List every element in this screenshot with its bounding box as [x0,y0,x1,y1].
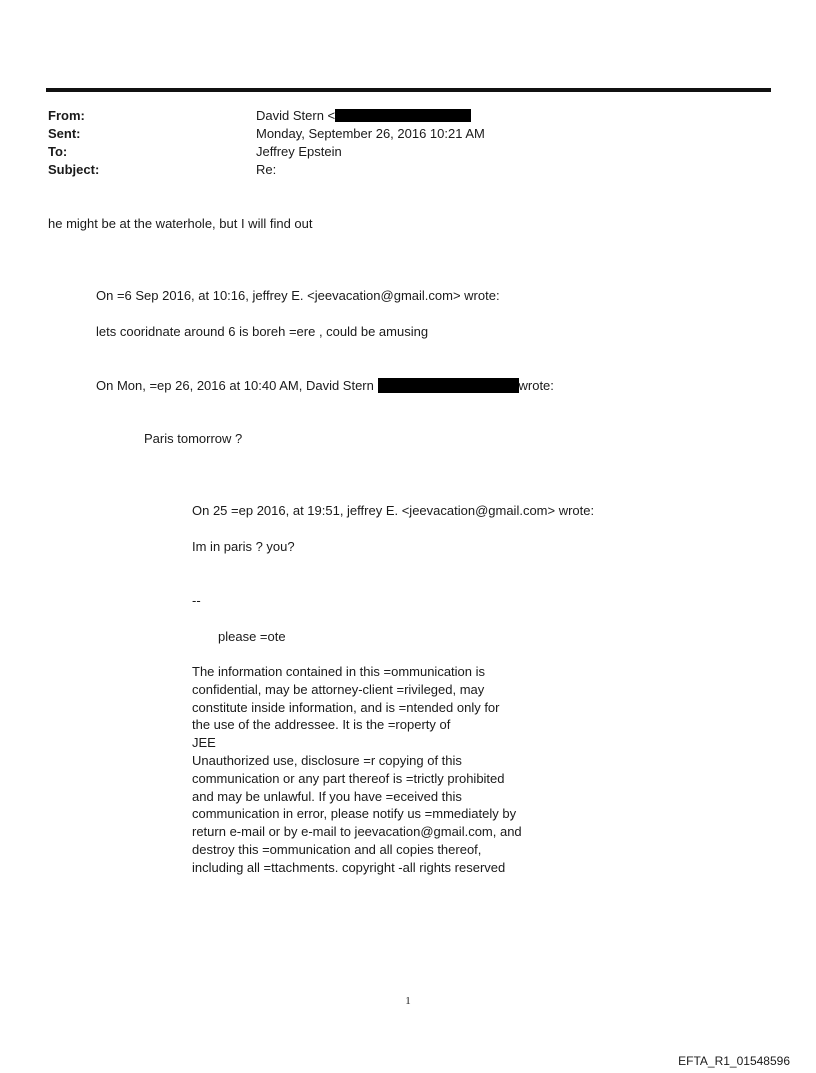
reply-text: he might be at the waterhole, but I will find out [48,216,313,231]
quote2-header-end: wrote: [518,378,554,393]
disclaimer-line: destroy this =ommunication and all copies thereof, [192,841,482,857]
to-row [48,143,748,161]
quote1-header: On =6 Sep 2016, at 10:16, jeffrey E. <jeevacation@gmail.com> wrote: [96,288,500,303]
disclaimer-line: return e-mail or by e-mail to jeevacation@gmail.com, and [192,824,522,840]
quote2-header [96,377,554,395]
disclaimer-line: Unauthorized use, disclosure =r copying of this [192,752,462,768]
quote3-header: On 25 =ep 2016, at 19:51, jeffrey E. <jeevacation@gmail.com> wrote: [192,503,595,518]
from-value [256,107,471,125]
to-label: To: [48,144,68,159]
disclaimer-line: including all =ttachments. copyright -all rights reserved [192,859,506,875]
quote2-header-start: On Mon, =ep 26, 2016 at 10:40 AM, David Stern [96,378,374,393]
bates-number: EFTA_R1_01548596 [678,1054,790,1068]
header-rule [46,88,771,92]
quote1-text: lets cooridnate around 6 is boreh =ere , could be amusing [96,324,429,339]
disclaimer-line: confidential, may be attorney-client =rivileged, may [192,681,485,697]
redaction-box [378,378,519,393]
disclaimer-line: constitute inside information, and is =ntended only for [192,699,500,715]
disclaimer-line: communication or any part thereof is =trictly prohibited [192,770,505,786]
please-note: please =ote [218,629,286,644]
disclaimer-line: and may be unlawful. If you have =eceived this [192,788,462,804]
disclaimer-line: the use of the addressee. It is the =roperty of [192,717,451,733]
disclaimer-line: The information contained in this =ommunication is [192,664,486,679]
quote3-text: Im in paris ? you? [192,539,295,554]
from-label: From: [48,108,85,123]
redaction-box [335,109,471,122]
sent-label: Sent: [48,126,81,141]
sent-value: Monday, September 26, 2016 10:21 AM [256,126,485,141]
to-value: Jeffrey Epstein [256,144,342,159]
disclaimer-line: communication in error, please notify us =mmediately by [192,806,517,822]
subject-label: Subject: [48,162,100,177]
signature-separator: -- [192,593,201,608]
disclaimer-line: JEE [192,735,216,751]
sent-row [48,125,748,143]
subject-value: Re: [256,162,277,177]
from-row [48,107,748,125]
page-number: 1 [405,995,411,1007]
from-name: David Stern < [256,108,336,123]
subject-row [48,161,748,179]
quote2-text: Paris tomorrow ? [144,431,243,446]
disclaimer [192,663,522,877]
